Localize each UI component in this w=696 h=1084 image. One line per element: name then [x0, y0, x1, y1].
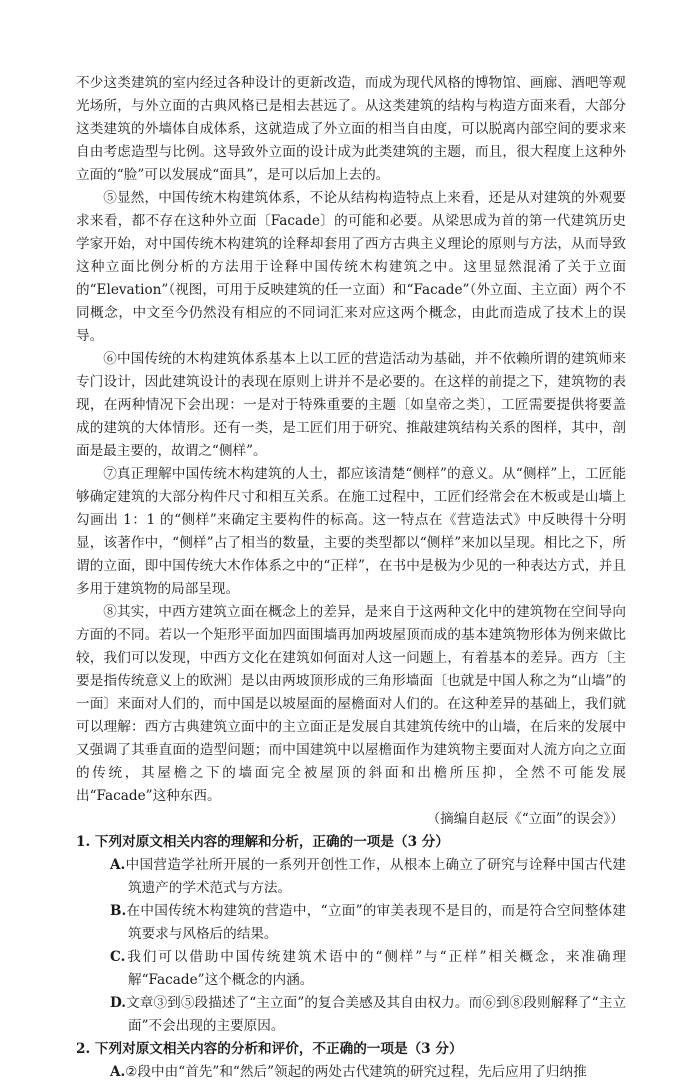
paragraph-6: ⑥中国传统的木构建筑体系基本上以工匠的营造活动为基础，并不依赖所谓的建筑师来专门设计，因此建筑设计的表现在原则上讲并不是必要的。在这样的前提之下，建筑物的表现，在两种情况下会出现：一是对于特殊重要的主题〔如皇帝之类〕，工匠需要提供将要盖成的建筑的大体情形。还有一类，是工匠们用于研究、推敲建筑结构关系的图样，其中，剖面是最主要的，故谓之“侧样”。: [76, 351, 626, 459]
source-citation: （摘编自赵辰《“立面”的误会》）: [426, 811, 624, 827]
option-letter: D.: [110, 995, 127, 1011]
paragraph-7: ⑦真正理解中国传统木构建筑的人士，都应该清楚“侧样”的意义。从“侧样”上，工匠能够确定建筑的大部分构件尺寸和相互关系。在施工过程中，工匠们经常会在木板或是山墙上勾画出 1：1 的“侧样”来确定主要构件的标高。这一特点在《营造法式》中反映得十分明显，该著作中，“侧样”占了相当的数量，主要的类型都以“侧样”来加以呈现。相比之下，所谓的立面，即中国传统大木作体系之中的“正样”，在书中是极为少见的一种表达方式，并且多用于建筑物的局部呈现。: [76, 466, 626, 597]
option-text: 在中国传统木构建筑的营造中，“立面”的审美表现不是目的，而是符合空间整体建筑要求与风格后的结果。: [126, 903, 626, 942]
question-2-stem: 2. 下列对原文相关内容的分析和评价，不正确的一项是（3 分）: [76, 1041, 463, 1057]
option-letter: A.: [110, 857, 126, 873]
option-text: 我们可以借助中国传统建筑术语中的“侧样”与“正样”相关概念，来准确理解“Facade”这个概念的内涵。: [125, 949, 626, 988]
paragraph-5: ⑤显然，中国传统木构建筑体系，不论从结构构造特点上来看，还是从对建筑的外观要求来看，都不存在这种外立面〔Facade〕的可能和必要。从梁思成为首的第一代建筑历史学家开始，对中国传统木构建筑的诠释却套用了西方古典主义理论的原则与方法，从而导致这种立面比例分析的方法用于诠释中国传统木构建筑之中。这里显然混淆了关于立面的“Elevation”（视图，可用于反映建筑的任一立面）和“Facade”（外立面、主立面）两个不同概念，中文至今仍然没有相应的不同词汇来对应这两个概念，由此而造成了技术上的误导。: [76, 190, 626, 344]
option-text: 中国营造学社所开展的一系列开创性工作，从根本上确立了研究与诠释中国古代建筑遗产的学术范式与方法。: [125, 857, 626, 896]
question-1-option-c: [76, 946, 626, 992]
option-text: ②段中由“首先”和“然后”领起的两处古代建筑的研究过程，先后应用了归纳推: [125, 1064, 587, 1080]
question-2-option-a: [76, 1061, 626, 1084]
question-1-option-d: [76, 992, 626, 1038]
option-letter: C.: [110, 949, 126, 965]
paragraph-1: 不少这类建筑的室内经过各种设计的更新改造，而成为现代风格的博物馆、画廊、酒吧等观光场所，与外立面的古典风格已是相去甚远了。从这类建筑的结构与构造方面来看，大部分这类建筑的外墙体自成体系，这就造成了外立面的相当自由度，可以脱离内部空间的要求来自由考虑造型与比例。这导致外立面的设计成为此类建筑的主题，而且，很大程度上这种外立面的“脸”可以发展成“面具”，是可以后加上去的。: [76, 75, 626, 183]
option-letter: B.: [110, 903, 127, 919]
question-1-option-a: [76, 854, 626, 900]
option-letter: A.: [110, 1064, 126, 1080]
paragraph-8: ⑧其实，中西方建筑立面在概念上的差异，是来自于这两种文化中的建筑物在空间导向方面的不同。若以一个矩形平面加四面围墙再加两坡屋顶而成的基本建筑物形体为例来做比较，我们可以发现，中西方文化在建筑如何面对人这一问题上，有着基本的差异。西方〔主要是指传统意义上的欧洲〕是以由两坡顶形成的三角形墙面〔也就是中国人称之为“山墙”的一面〕来面对人们的，而中国是以坡屋面的屋檐面对人们的。在这种差异的基础上，我们就可以理解：西方古典建筑立面中的主立面正是发展自其建筑传统中的山墙，在后来的发展中又强调了其垂直面的造型问题；而中国建筑中以屋檐面作为建筑物主要面对人流方向之立面的传统，其屋檐之下的墙面完全被屋顶的斜面和出檐所压抑，全然不可能发展出“Facade”这种东西。: [76, 604, 626, 804]
option-text: 文章③到⑤段描述了“主立面”的复合美感及其自由权力。而⑥到⑧段则解释了“主立面”不会出现的主要原因。: [126, 995, 626, 1034]
question-1-option-b: [76, 900, 626, 946]
question-1-stem: 1. 下列对原文相关内容的理解和分析，正确的一项是（3 分）: [76, 834, 449, 850]
